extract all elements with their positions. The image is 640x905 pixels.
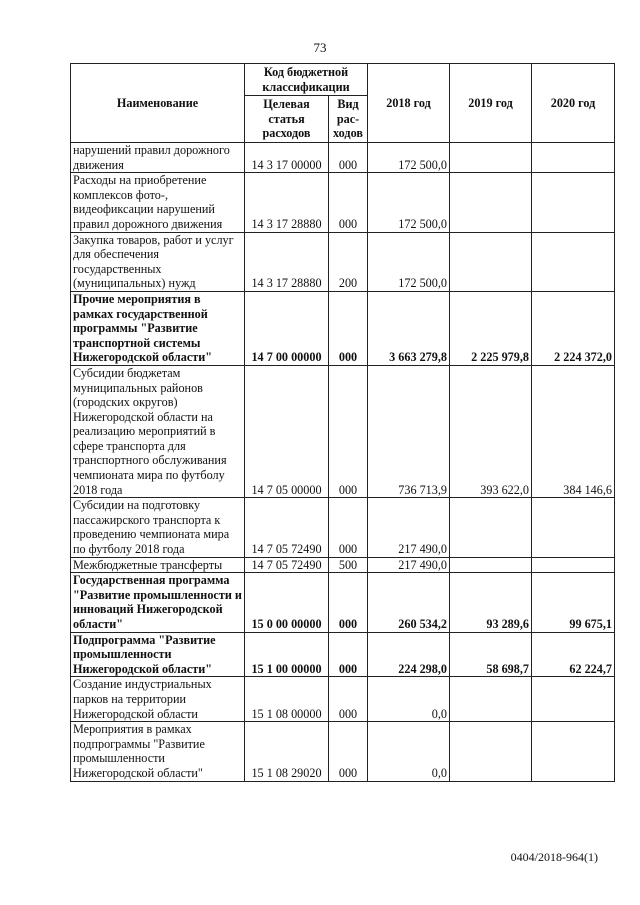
row-code: 15 1 08 00000 (245, 677, 329, 722)
row-type: 000 (329, 498, 368, 557)
row-type: 500 (329, 557, 368, 573)
row-name: Прочие мероприятия в рамках государственной программы "Развитие транспортной системы Нижегородской области" (71, 291, 245, 365)
table-row (71, 557, 615, 573)
row-2019 (450, 173, 532, 232)
row-code: 14 3 17 00000 (245, 143, 329, 173)
row-2019: 58 698,7 (450, 632, 532, 677)
row-type: 000 (329, 173, 368, 232)
row-type: 000 (329, 143, 368, 173)
table-row (71, 232, 615, 291)
row-code: 14 7 00 00000 (245, 291, 329, 365)
header-target: Целевая статья расходов (245, 96, 329, 143)
row-2020 (532, 722, 615, 781)
row-2019: 2 225 979,8 (450, 291, 532, 365)
row-code: 14 7 05 72490 (245, 498, 329, 557)
header-2018: 2018 год (368, 64, 450, 143)
row-2018: 224 298,0 (368, 632, 450, 677)
row-name: Закупка товаров, работ и услуг для обеспечения государственных (муниципальных) нужд (71, 232, 245, 291)
row-2019 (450, 677, 532, 722)
row-2018: 172 500,0 (368, 143, 450, 173)
header-2019: 2019 год (450, 64, 532, 143)
row-2018: 260 534,2 (368, 573, 450, 632)
row-2020 (532, 173, 615, 232)
row-2018: 172 500,0 (368, 173, 450, 232)
row-2020 (532, 143, 615, 173)
row-2020 (532, 677, 615, 722)
row-code: 14 3 17 28880 (245, 232, 329, 291)
row-code: 15 0 00 00000 (245, 573, 329, 632)
page-number: 73 (313, 40, 327, 55)
row-2018: 172 500,0 (368, 232, 450, 291)
document-code: 0404/2018-964(1) (510, 850, 598, 864)
row-type: 000 (329, 677, 368, 722)
row-name: Расходы на приобретение комплексов фото-, видеофиксации нарушений правил дорожного движения (71, 173, 245, 232)
row-2019 (450, 498, 532, 557)
table-row (71, 632, 615, 677)
row-2019 (450, 232, 532, 291)
row-type: 200 (329, 232, 368, 291)
row-code: 14 3 17 28880 (245, 173, 329, 232)
row-name: Субсидии бюджетам муниципальных районов (городских округов) Нижегородской области на реализацию мероприятий в сфере транспорта для транспортного обслуживания чемпионата мира по футболу 2018 года (71, 365, 245, 497)
row-2018: 736 713,9 (368, 365, 450, 497)
row-2018: 0,0 (368, 722, 450, 781)
row-name: Мероприятия в рамках подпрограммы "Развитие промышленности Нижегородской области" (71, 722, 245, 781)
row-code: 15 1 00 00000 (245, 632, 329, 677)
row-code: 15 1 08 29020 (245, 722, 329, 781)
row-2018: 217 490,0 (368, 557, 450, 573)
row-type: 000 (329, 573, 368, 632)
row-2019: 93 289,6 (450, 573, 532, 632)
row-type: 000 (329, 291, 368, 365)
row-type: 000 (329, 632, 368, 677)
table-row (71, 573, 615, 632)
row-name: Государственная программа "Развитие промышленности и инноваций Нижегородской области" (71, 573, 245, 632)
table-row (71, 677, 615, 722)
table-row (71, 498, 615, 557)
table-row (71, 365, 615, 497)
header-type: Вид рас-ходов (329, 96, 368, 143)
row-name: Подпрограмма "Развитие промышленности Нижегородской области" (71, 632, 245, 677)
row-2020 (532, 557, 615, 573)
row-code: 14 7 05 00000 (245, 365, 329, 497)
table-row (71, 291, 615, 365)
row-type: 000 (329, 722, 368, 781)
row-2019: 393 622,0 (450, 365, 532, 497)
row-type: 000 (329, 365, 368, 497)
row-2019 (450, 557, 532, 573)
header-kbk: Код бюджетной классификации (245, 64, 368, 96)
budget-table (70, 63, 615, 782)
row-name: нарушений правил дорожного движения (71, 143, 245, 173)
table-row (71, 722, 615, 781)
row-2018: 217 490,0 (368, 498, 450, 557)
row-2018: 0,0 (368, 677, 450, 722)
row-2018: 3 663 279,8 (368, 291, 450, 365)
header-name: Наименование (71, 64, 245, 143)
row-2020: 62 224,7 (532, 632, 615, 677)
row-name: Создание индустриальных парков на территории Нижегородской области (71, 677, 245, 722)
row-2019 (450, 143, 532, 173)
row-code: 14 7 05 72490 (245, 557, 329, 573)
row-name: Субсидии на подготовку пассажирского транспорта к проведению чемпионата мира по футболу 2018 года (71, 498, 245, 557)
row-2020: 99 675,1 (532, 573, 615, 632)
row-2020: 2 224 372,0 (532, 291, 615, 365)
table-row (71, 173, 615, 232)
row-2020 (532, 498, 615, 557)
row-2019 (450, 722, 532, 781)
header-2020: 2020 год (532, 64, 615, 143)
table-row (71, 143, 615, 173)
table-body (71, 143, 615, 782)
row-2020 (532, 232, 615, 291)
row-name: Межбюджетные трансферты (71, 557, 245, 573)
row-2020: 384 146,6 (532, 365, 615, 497)
